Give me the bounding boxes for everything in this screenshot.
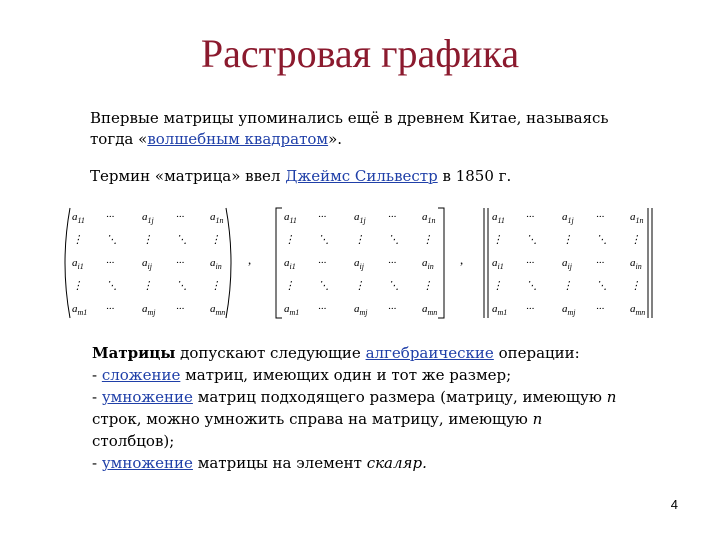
variable-n: n xyxy=(606,388,617,406)
matrix-cell: ··· xyxy=(596,303,605,315)
matrix-cell: $a_{1j}$ xyxy=(562,211,574,225)
matrix-cell: ··· xyxy=(526,303,535,315)
matrix-cell: ⋱ xyxy=(526,234,537,246)
matrix-cell: $a_{11}$ xyxy=(72,211,85,225)
matrix-cell: $a_{1n}$ xyxy=(422,211,436,225)
intro-line-1: Впервые матрицы упоминались ещё в древнем Китае, называясь xyxy=(90,109,609,127)
operations-line-6 xyxy=(92,452,662,474)
term-middle: в xyxy=(437,167,456,185)
matrix-cell: ⋮ xyxy=(422,234,433,246)
matrix-cell: $a_{mn}$ xyxy=(422,303,438,317)
matrix-cell: ⋱ xyxy=(596,234,607,246)
page-number: 4 xyxy=(670,497,678,512)
matrix-separator-1: , xyxy=(248,252,252,267)
matrix-cell: ⋮ xyxy=(284,280,295,292)
matrix-cell: ··· xyxy=(388,211,397,223)
matrix-cell: ⋱ xyxy=(388,280,399,292)
operations-text: операции: xyxy=(493,344,580,362)
right-bracket xyxy=(438,208,444,318)
matrix-cell: $a_{ij}$ xyxy=(562,257,572,271)
matrix-cell: $a_{m1}$ xyxy=(492,303,508,317)
scalar-italic: скаляр. xyxy=(366,454,427,472)
matrix-cell: ⋮ xyxy=(630,234,641,246)
matrix-cell: $a_{mj}$ xyxy=(562,303,576,317)
matrix-cell: ⋱ xyxy=(318,280,329,292)
matrix-cell: ··· xyxy=(526,211,535,223)
scalar-multiplication-link[interactable]: умножение xyxy=(101,454,193,472)
matrix-cell: $a_{1n}$ xyxy=(630,211,644,225)
matrix-cell: ⋮ xyxy=(284,234,295,246)
matrix-cell: $a_{mn}$ xyxy=(210,303,226,317)
matrix-cell: $a_{m1}$ xyxy=(72,303,88,317)
term-paragraph xyxy=(90,166,670,187)
operations-text: допускают следующие xyxy=(175,344,366,362)
term-suffix: г. xyxy=(493,167,512,185)
matrix-cell: ⋱ xyxy=(176,280,187,292)
matrix-cell: ··· xyxy=(596,257,605,269)
dash: - xyxy=(92,388,102,406)
matrix-cell: ⋮ xyxy=(72,280,83,292)
operations-box xyxy=(92,342,662,474)
matrix-cell: ··· xyxy=(388,257,397,269)
magic-square-link[interactable]: волшебным квадратом xyxy=(147,130,329,148)
matrix-cell: $a_{in}$ xyxy=(630,257,642,271)
matrix-cell: ⋱ xyxy=(106,234,117,246)
matrix-cell: $a_{i1}$ xyxy=(284,257,296,271)
matrix-cell: ··· xyxy=(526,257,535,269)
matrix-cell: ··· xyxy=(106,211,115,223)
left-paren xyxy=(65,208,70,318)
intro-paragraph xyxy=(90,108,670,150)
operations-text: матрицы на элемент xyxy=(192,454,367,472)
matrix-cell: $a_{11}$ xyxy=(492,211,505,225)
matrix-cell: ⋮ xyxy=(210,280,221,292)
operations-text: матриц подходящего размера (матрицу, имеющую xyxy=(192,388,607,406)
term-prefix: Термин «матрица» ввел xyxy=(90,167,286,185)
matrix-cell: ⋮ xyxy=(492,280,503,292)
matrix-cell: $a_{in}$ xyxy=(422,257,434,271)
matrix-cell: ⋱ xyxy=(596,280,607,292)
matrix-cell: ⋱ xyxy=(388,234,399,246)
matrix-cell: $a_{ij}$ xyxy=(354,257,364,271)
matrix-cell: ⋮ xyxy=(422,280,433,292)
matrix-cell: ⋱ xyxy=(318,234,329,246)
operations-text: столбцов); xyxy=(92,432,175,450)
term-year: 1850 xyxy=(455,167,494,185)
operations-line-5 xyxy=(92,430,662,452)
matrix-cell: $a_{1n}$ xyxy=(210,211,224,225)
matrix-cell: ⋮ xyxy=(210,234,221,246)
matrix-cell: ··· xyxy=(596,211,605,223)
matrix-examples xyxy=(60,204,670,324)
operations-line-2 xyxy=(92,364,662,386)
matrix-cell: $a_{i1}$ xyxy=(72,257,84,271)
matrix-cell: ⋮ xyxy=(142,234,153,246)
matrix-cell: ⋮ xyxy=(562,234,573,246)
matrix-figure xyxy=(60,204,670,324)
addition-link[interactable]: сложение xyxy=(101,366,181,384)
dash: - xyxy=(92,366,102,384)
matrix-double-bars xyxy=(484,208,652,318)
matrix-cell: ··· xyxy=(176,211,185,223)
matrix-cell: ⋮ xyxy=(562,280,573,292)
matrix-cell: $a_{mj}$ xyxy=(142,303,156,317)
matrix-cell: ⋱ xyxy=(526,280,537,292)
matrix-cell: ··· xyxy=(388,303,397,315)
matrix-cell: ⋮ xyxy=(354,234,365,246)
matrix-separator-2: , xyxy=(460,252,464,267)
operations-line-4 xyxy=(92,408,662,430)
matrix-parentheses xyxy=(65,208,231,318)
operations-text: матриц, имеющих один и тот же размер; xyxy=(180,366,512,384)
matrix-cell: $a_{1j}$ xyxy=(142,211,154,225)
matrix-cell: ··· xyxy=(318,211,327,223)
matrix-cell: ··· xyxy=(106,257,115,269)
matrix-cell: ⋮ xyxy=(142,280,153,292)
matrices-bold: Матрицы xyxy=(92,344,176,362)
operations-line-3 xyxy=(92,386,662,408)
matrix-cell: ⋮ xyxy=(354,280,365,292)
variable-n: n xyxy=(532,410,543,428)
intro-line-2-prefix: тогда « xyxy=(90,130,148,148)
matrix-cell: ⋱ xyxy=(106,280,117,292)
matrix-cell: $a_{i1}$ xyxy=(492,257,504,271)
matrix-cell: $a_{m1}$ xyxy=(284,303,300,317)
matrix-cell: ··· xyxy=(106,303,115,315)
matrix-cell: ··· xyxy=(176,257,185,269)
matrix-brackets xyxy=(276,208,444,318)
matrix-cell: ⋮ xyxy=(630,280,641,292)
matrix-cell: $a_{mn}$ xyxy=(630,303,646,317)
slide-title: Растровая графика xyxy=(200,31,520,76)
multiplication-link[interactable]: умножение xyxy=(101,388,193,406)
matrix-cell: ⋮ xyxy=(72,234,83,246)
matrix-cell: $a_{11}$ xyxy=(284,211,297,225)
algebraic-link[interactable]: алгебраические xyxy=(365,344,494,362)
operations-text: строк, можно умножить справа на матрицу, имеющую xyxy=(92,410,533,428)
left-bracket xyxy=(276,208,282,318)
matrix-cell: ··· xyxy=(318,303,327,315)
matrix-cell: $a_{mj}$ xyxy=(354,303,368,317)
right-paren xyxy=(226,208,231,318)
matrix-cell: ⋮ xyxy=(492,234,503,246)
matrix-cell: $a_{in}$ xyxy=(210,257,222,271)
sylvester-link[interactable]: Джеймс Сильвестр xyxy=(285,167,438,185)
matrix-cell: ⋱ xyxy=(176,234,187,246)
matrix-cell: ··· xyxy=(176,303,185,315)
matrix-cell: ··· xyxy=(318,257,327,269)
operations-line-1 xyxy=(92,342,662,364)
dash: - xyxy=(92,454,102,472)
matrix-cell: $a_{1j}$ xyxy=(354,211,366,225)
matrix-cell: $a_{ij}$ xyxy=(142,257,152,271)
intro-line-2-suffix: ». xyxy=(328,130,343,148)
